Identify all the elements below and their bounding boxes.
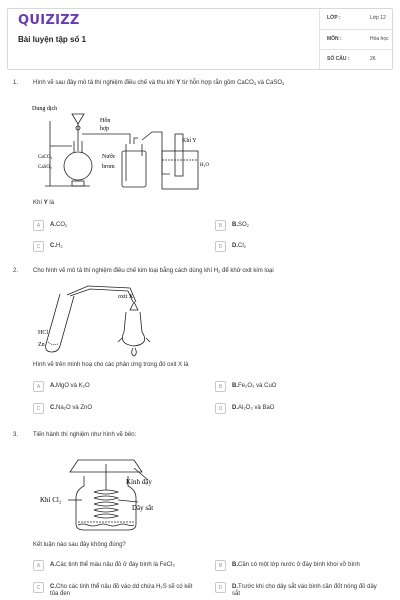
option-letter: A [33,381,44,392]
option-text: C.Na₂O và ZnO [50,405,93,411]
option-text: $C.H_2$ [50,243,63,249]
option-letter: D [215,582,226,593]
option-letter: B [215,560,226,571]
option-letter: B [215,220,226,231]
option-text: $B.SO_2$ [232,222,249,228]
option-text: D.Trước khi cho dây sắt vào bình cần đốt nóng đỏ dây sắt [232,584,377,597]
figure-label: hợp [100,126,110,132]
meta-row-count [320,49,394,69]
question-number: 3. [13,432,19,438]
option-letter: C [33,582,44,593]
question-number: 1. [13,80,19,86]
option-text: D.Al₂O₃ và BaO [232,405,275,411]
figure-label: Khí Y [182,138,197,144]
figure-label: CaSO₃ [38,165,52,170]
figure-label: HCl [38,330,49,336]
question-lead: Kết luận nào sau đây không đúng? [33,542,126,548]
option-text: $A.CO_2$ [50,222,68,228]
option-letter: D [215,241,226,252]
meta-row-subject [320,29,394,49]
option-letter: A [33,560,44,571]
figure-label: Nước [102,154,116,160]
figure-label: Dung dịch [32,106,58,112]
question-text: Tiến hành thí nghiệm như hình vẽ bên: [33,432,137,438]
question-number: 2. [13,268,19,274]
quizizz-logo: QUIZIZZ [18,13,80,28]
figure-label: oxit X [118,294,134,300]
option-text: A.Các tinh thể màu nâu đỏ ở đáy bình là FeCl₃ [50,562,175,568]
figure-label: Zn [38,342,45,348]
meta-key: SỐ CÂU : [327,56,350,62]
question-text: Cho hình vẽ mô tả thí nghiệm điều chế kim loại bằng cách dùng khí $H_2$ để khử oxit kim loại [33,268,274,274]
option-letter: C [33,403,44,414]
figure-label: Kính đậy [126,478,152,486]
meta-box [319,9,393,69]
figure-label: Khí Cl₂ [40,496,62,504]
meta-key: MÔN : [327,36,342,42]
question-lead: Hình vẽ trên minh hoạ cho các phản ứng trong đó oxit X là [33,362,189,368]
meta-value: Hóa học [370,36,389,42]
figure-label: CaCO₃ [38,155,53,160]
figure-label: brom [102,164,115,170]
option-letter: B [215,381,226,392]
option-letter: D [215,403,226,414]
option-text: B.Fe₂O₃ và CuO [232,383,277,389]
option-letter: C [33,241,44,252]
meta-value: 26 [370,56,376,62]
option-text: B.Cần có một lớp nước ở đáy bình khoi vỡ bình [232,562,360,568]
meta-row-class [320,9,394,29]
figure-reduction-apparatus [38,282,168,357]
meta-value: Lớp 12 [370,15,386,21]
option-text: A.MgO và K₂O [50,383,90,389]
figure-chlorine-jar [38,450,178,535]
option-text: C.Cho các tinh thể nâu đỏ vào dd chứa H₂S sẽ có kết tủa đen [50,584,193,597]
figure-gas-apparatus [30,96,210,196]
question-text: Hình vẽ sau đây mô tả thí nghiệm điều chế và thu khí Y từ hỗn hợp rắn gồm CaCO$_3$ và CaSO$_3$ [33,80,285,86]
worksheet-title: Bài luyện tập số 1 [18,35,87,44]
figure-label: Dây sắt [132,504,154,512]
meta-key: LỚP : [327,15,341,21]
figure-label: H₂O [200,163,209,168]
question-lead: Khí Y là [33,200,55,206]
option-text: $D.Cl_2$ [232,243,246,249]
figure-label: Hỗn [100,118,111,124]
option-letter: A [33,220,44,231]
worksheet-header [7,8,393,70]
